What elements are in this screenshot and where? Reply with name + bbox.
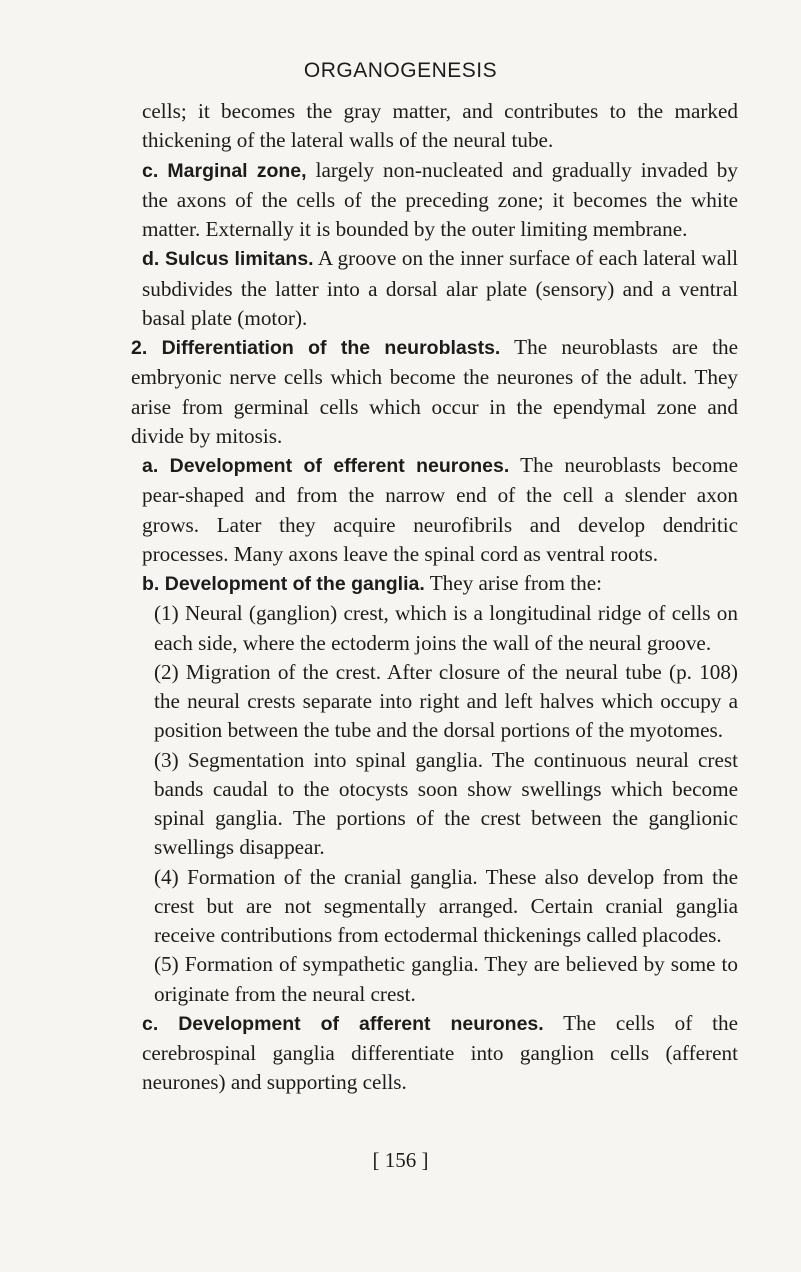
paragraph-lead: b. Development of the ganglia. [142,573,425,595]
paragraph-neural-crest [131,599,738,658]
paragraph-segmentation [131,746,738,863]
paragraph-text: cells; it becomes the gray matter, and contributes to the marked thickening of the lateral walls of the neural tube. [142,99,738,153]
paragraph-text: A groove on the inner surface of each lateral wall subdivides the latter into a dorsal alar plate (sensory) and a ventral basal plate (motor). [142,246,738,330]
paragraph-ganglia [131,569,738,599]
paragraph-lead: c. Development of afferent neurones. [142,1012,544,1035]
paragraph-lead: 2. Differentiation of the neuroblasts. [131,337,501,359]
paragraph-text: (1) Neural (ganglion) crest, which is a longitudinal ridge of cells on each side, where the ectoderm joins the wall of the neural groove. [154,601,738,655]
paragraph-sympathetic [131,950,738,1009]
paragraph-text: largely non-nucleated and gradually invaded by the axons of the cells of the preceding zone; it becomes the white matter. Externally it is bounded by the outer limiting membrane. [142,157,738,241]
paragraph-migration [131,658,738,746]
paragraph-lead: a. Development of efferent neurones. [142,455,510,477]
paragraph-afferent [131,1009,738,1098]
paragraph-text: The cells of the cerebrospinal ganglia differentiate into ganglion cells (afferent neurones) and supporting cells. [142,1010,738,1095]
paragraph-lead: c. Marginal zone, [142,159,307,182]
running-head: ORGANOGENESIS [303,59,498,82]
paragraph-marginal-zone [131,156,738,245]
page-number: [ 156 ] [372,1148,429,1172]
paragraph-text: (3) Segmentation into spinal ganglia. The continuous neural crest bands caudal to the otocysts soon show swellings which become spinal ganglia. The portions of the crest between the ganglionic swellings disappear. [154,747,738,860]
paragraph-text: (4) Formation of the cranial ganglia. These also develop from the crest but are not segmentally arranged. Certain cranial ganglia receive contributions from ectodermal thickenings called placodes. [154,864,738,947]
paragraph-efferent [131,451,738,569]
paragraph-text: (2) Migration of the crest. After closure of the neural tube (p. 108) the neural crests separate into right and left halves which occupy a position between the tube and the dorsal portions of the myotomes. [154,659,738,743]
paragraph-differentiation [131,333,738,451]
paragraph-continuation [131,97,738,156]
paragraph-text: The neuroblasts are the embryonic nerve cells which become the neurones of the adult. They arise from germinal cells which occur in the ependymal zone and divide by mitosis. [131,335,739,448]
paragraph-text: (5) Formation of sympathetic ganglia. They are believed by some to originate from the neural crest. [154,952,738,1006]
paragraph-text: They arise from the: [424,571,603,595]
paragraph-lead: d. Sulcus limitans. [142,248,314,271]
paragraph-cranial-ganglia [131,863,738,951]
body-text [131,97,738,1098]
paragraph-text: The neuroblasts become pear-shaped and from the narrow end of the cell a slender axon grows. Later they acquire neurofibrils and develop dendritic processes. Many axons leave the spinal cord as ventral roots. [142,453,738,566]
paragraph-sulcus-limitans [131,244,738,333]
